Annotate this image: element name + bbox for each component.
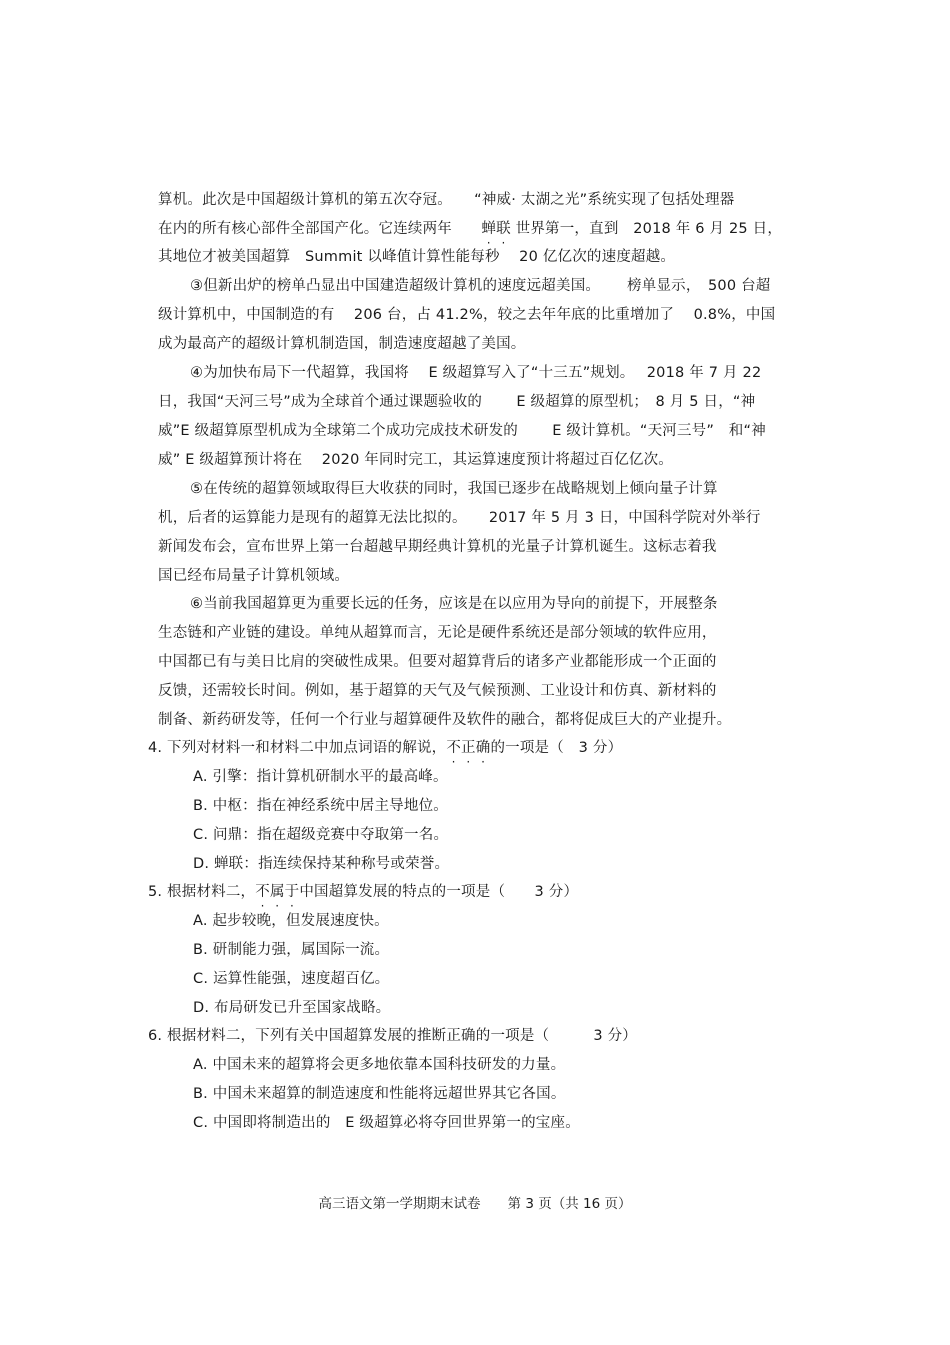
passage-line: 反馈，还需较长时间。例如，基于超算的天气及气候预测、工业设计和仿真、新材料的 <box>158 683 717 699</box>
option-a: A. 引擎：指计算机研制水平的最高峰。 <box>193 769 448 785</box>
option-a: A. 起步较晚，但发展速度快。 <box>193 913 389 929</box>
text-run: 中国超算发展的特点的一项是（ 3 分） <box>299 884 579 900</box>
option-d: D. 布局研发已升至国家战略。 <box>193 1000 391 1016</box>
passage-line: 级计算机中，中国制造的有 206 台，占 41.2%，较之去年年底的比重增加了 0.8%，中国 <box>158 307 776 323</box>
page-footer: 高三语文第一学期期末试卷 第 3 页（共 16 页） <box>318 1196 632 1212</box>
emphasis-char: 不 <box>446 740 462 756</box>
option-b: B. 中枢：指在神经系统中居主导地位。 <box>193 798 448 814</box>
emphasis-char: 属 <box>269 884 285 900</box>
passage-line: 其地位才被美国超算 Summit 以峰值计算性能每秒 20 亿亿次的速度超越。 <box>158 249 676 265</box>
option-a: A. 中国未来的超算将会更多地依靠本国科技研发的力量。 <box>193 1057 566 1073</box>
passage-line: 算机。此次是中国超级计算机的第五次夺冠。 “神威· 太湖之光”系统实现了包括处理器 <box>158 192 735 208</box>
passage-line: ⑥当前我国超算更为重要长远的任务，应该是在以应用为导向的前提下，开展整条 <box>190 596 718 612</box>
passage-line: 新闻发布会，宣布世界上第一台超越早期经典计算机的光量子计算机诞生。这标志着我 <box>158 539 717 555</box>
dotted-term <box>255 884 299 900</box>
passage-line: 生态链和产业链的建设。单纯从超算而言，无论是硬件系统还是部分领域的软件应用， <box>158 625 717 641</box>
passage-line: 威”E 级超算原型机成为全球第二个成功完成技术研发的 E 级计算机。“天河三号” 和“神 <box>158 423 766 439</box>
dotted-term <box>446 740 490 756</box>
question-stem: 6. 根据材料二，下列有关中国超算发展的推断正确的一项是（ 3 分） <box>148 1028 637 1044</box>
passage-line: 中国都已有与美日比肩的突破性成果。但要对超算背后的诸多产业都能形成一个正面的 <box>158 654 717 670</box>
text-run: 世界第一，直到 2018 年 6 月 25 日， <box>510 221 783 237</box>
passage-line <box>158 219 782 239</box>
option-c: C. 中国即将制造出的 E 级超算必将夺回世界第一的宝座。 <box>193 1115 580 1131</box>
emphasis-char: 不 <box>255 884 270 900</box>
emphasis-char: 确 <box>475 740 491 756</box>
text-run: 在内的所有核心部件全部国产化。它连续两年 <box>158 221 482 237</box>
question-stem <box>148 882 578 902</box>
text-run: 4. 下列对材料一和材料二中加点词语的解说， <box>148 740 447 756</box>
passage-line: 威” E 级超算预计将在 2020 年同时完工，其运算速度预计将超过百亿亿次。 <box>158 452 674 468</box>
option-b: B. 中国未来超算的制造速度和性能将远超世界其它各国。 <box>193 1086 566 1102</box>
passage-line: 日，我国“天河三号”成为全球首个通过课题验收的 E 级超算的原型机； 8 月 5 日，“神 <box>158 394 756 410</box>
passage-line: ⑤在传统的超算领域取得巨大收获的同时，我国已逐步在战略规划上倾向量子计算 <box>190 481 718 497</box>
option-d: D. 蝉联：指连续保持某种称号或荣誉。 <box>193 856 450 872</box>
emphasis-char: 于 <box>284 884 300 900</box>
emphasis-char: 正 <box>461 740 476 756</box>
passage-line: 成为最高产的超级计算机制造国，制造速度超越了美国。 <box>158 336 526 352</box>
text-run: 的一项是（ 3 分） <box>490 740 623 756</box>
passage-line: 机，后者的运算能力是现有的超算无法比拟的。 2017 年 5 月 3 日，中国科学院对外举行 <box>158 510 761 526</box>
option-c: C. 运算性能强，速度超百亿。 <box>193 971 390 987</box>
option-c: C. 问鼎：指在超级竞赛中夺取第一名。 <box>193 827 449 843</box>
question-stem <box>148 738 622 758</box>
text-run: 5. 根据材料二， <box>148 884 256 900</box>
emphasis-char: 蝉 <box>481 221 497 237</box>
passage-line: ④为加快布局下一代超算，我国将 E 级超算写入了“十三五”规划。 2018 年 7 月 22 <box>190 365 762 381</box>
emphasis-char: 联 <box>496 221 511 237</box>
dotted-term <box>481 221 510 237</box>
passage-line: 国已经布局量子计算机领域。 <box>158 568 350 584</box>
option-b: B. 研制能力强，属国际一流。 <box>193 942 390 958</box>
passage-line: ③但新出炉的榜单凸显出中国建造超级计算机的速度远超美国。 榜单显示， 500 台超 <box>190 278 771 294</box>
passage-line: 制备、新药研发等，任何一个行业与超算硬件及软件的融合，都将促成巨大的产业提升。 <box>158 712 732 728</box>
